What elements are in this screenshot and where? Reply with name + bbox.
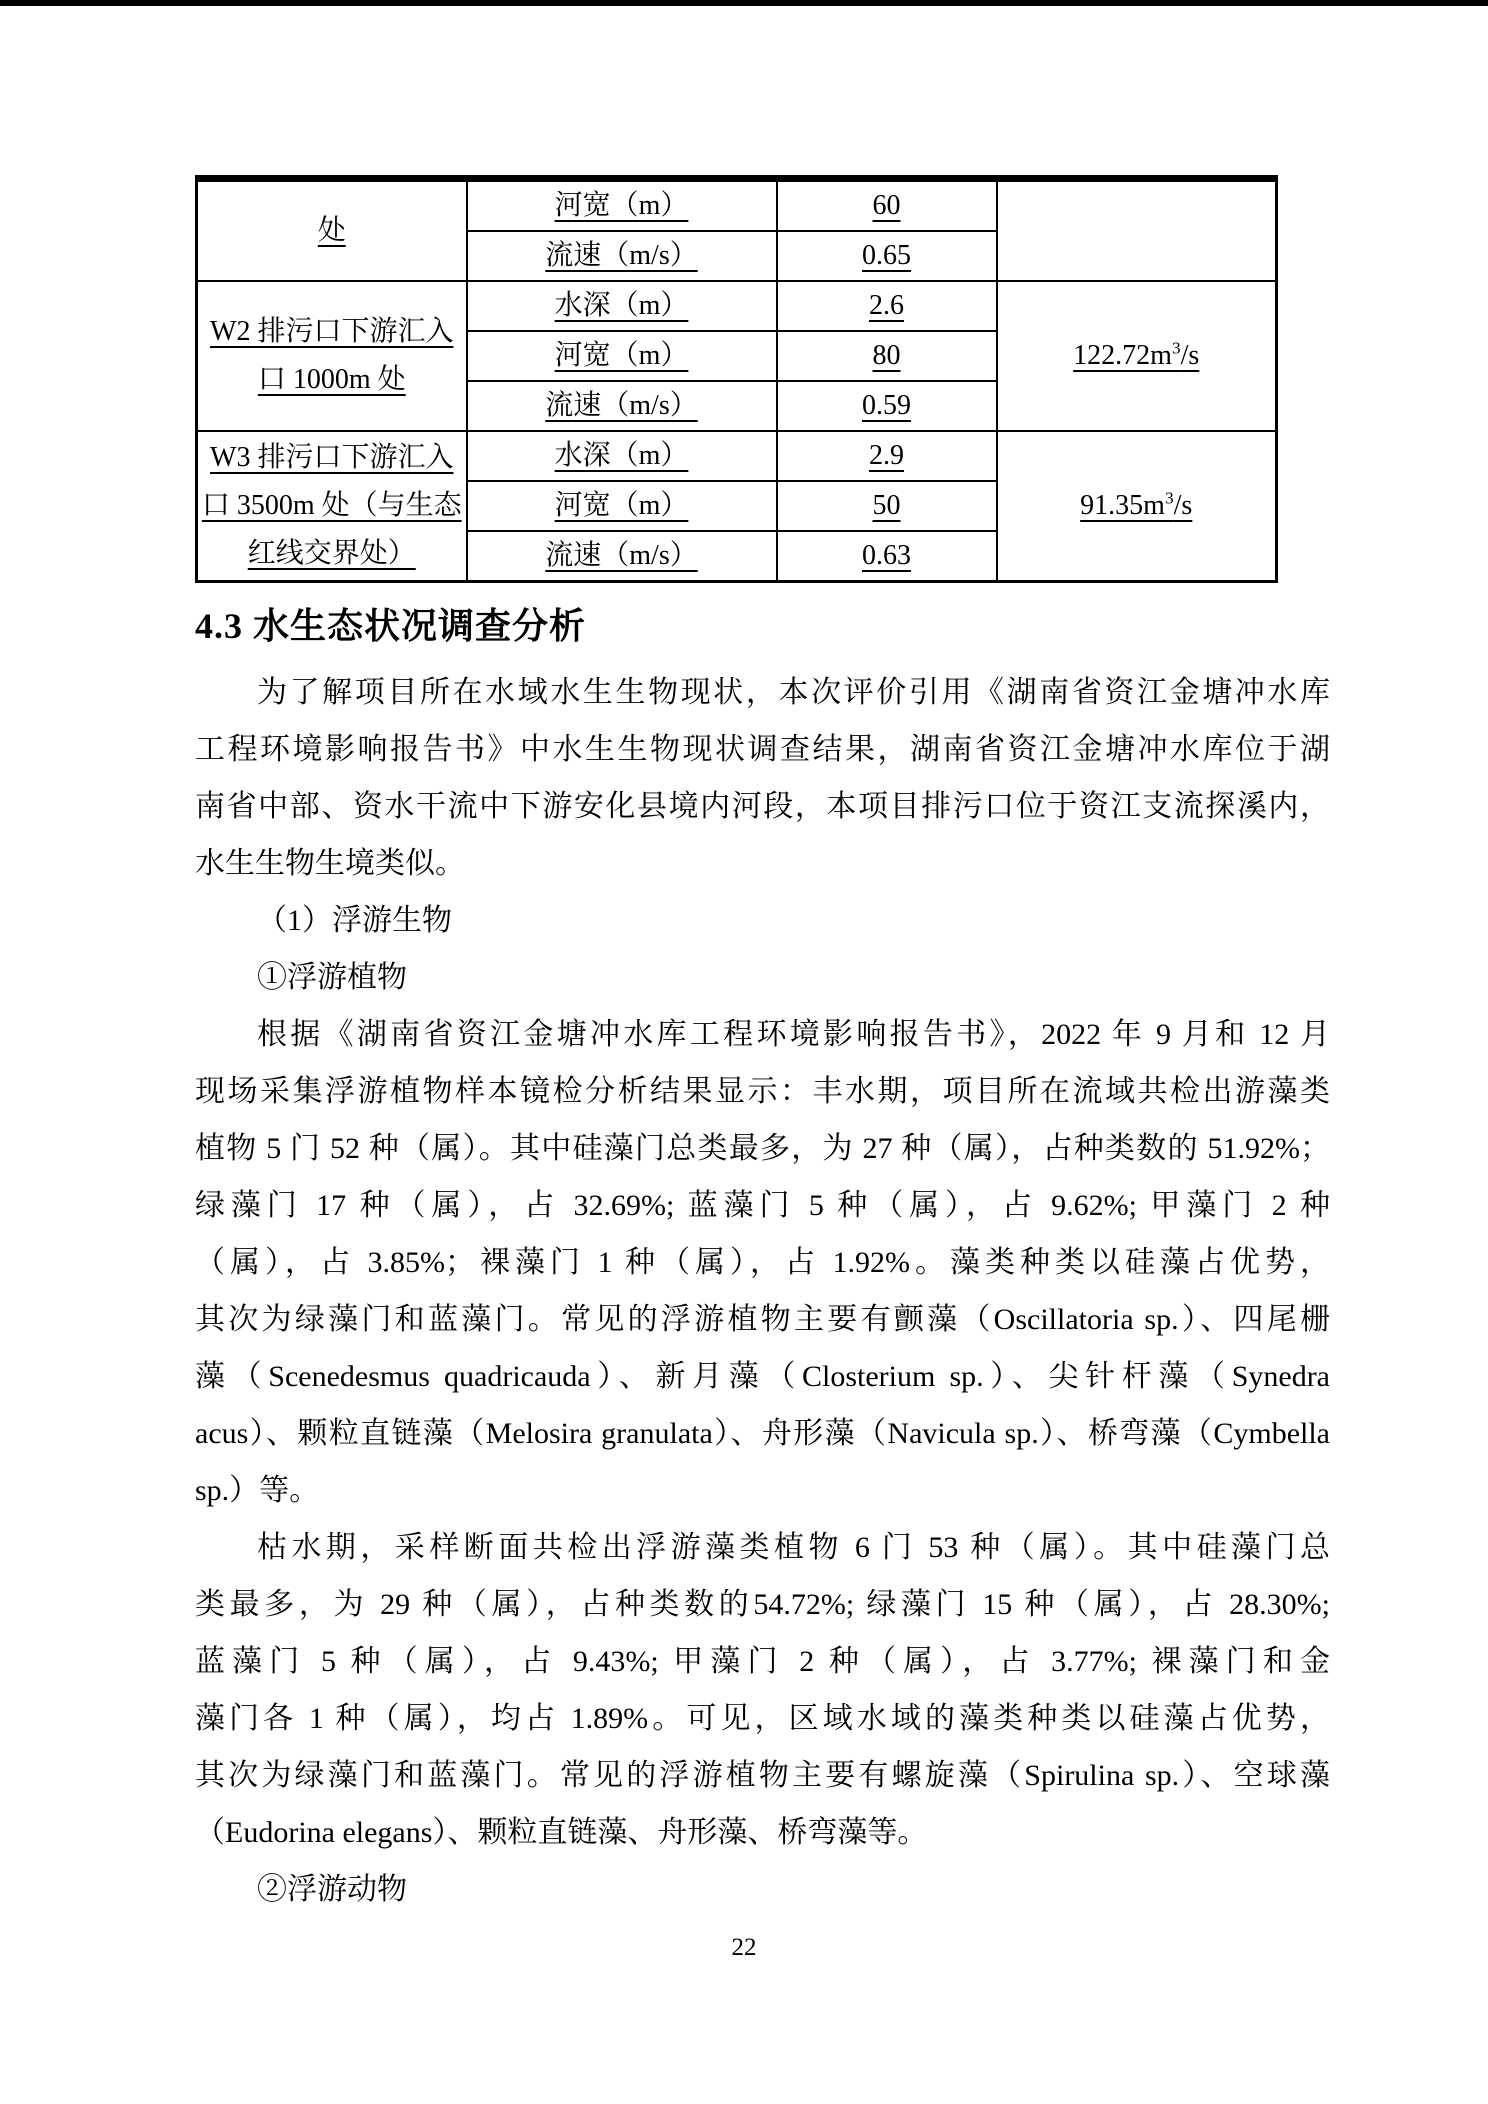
location-line: 口 1000m 处 <box>257 364 406 395</box>
body-line: 为了解项目所在水域水生生物现状，本次评价引用《湖南省资江金塘冲水库 <box>257 676 1330 709</box>
location-line: W3 排污口下游汇入 <box>210 442 454 473</box>
table-cell-param <box>467 281 777 331</box>
body-line: 类最多，为 29 种（属），占种类数的54.72%; 绿藻门 15 种（属），占 28.30%; <box>195 1588 1330 1621</box>
table-cell-param <box>467 531 777 582</box>
flow-value: $91.35m^3/s$ <box>1080 488 1193 521</box>
body-line: （1）浮游生物 <box>257 904 452 937</box>
body-line: 藻（Scenedesmus quadricauda）、新月藻（Closterium sp.）、尖针杆藻（Synedra <box>195 1360 1330 1393</box>
body-line: 其次为绿藻门和蓝藻门。常见的浮游植物主要有螺旋藻（Spirulina sp.）、空球藻 <box>195 1759 1330 1792</box>
param-value: 60 <box>872 190 901 221</box>
param-value: 50 <box>872 490 901 521</box>
param-value: 2.6 <box>869 290 904 321</box>
body-line: 南省中部、资水干流中下游安化县境内河段，本项目排污口位于资江支流探溪内， <box>195 790 1330 823</box>
table-cell-param <box>467 231 777 281</box>
body-line: sp.）等。 <box>195 1474 320 1507</box>
param-value: 2.9 <box>869 440 904 471</box>
body-line: （Eudorina elegans）、颗粒直链藻、舟形藻、桥弯藻等。 <box>195 1816 928 1849</box>
param-label: 水深（m） <box>554 290 689 321</box>
superscript: 3 <box>1171 338 1181 358</box>
param-value: 0.65 <box>862 240 911 271</box>
table-cell-flow-w3 <box>997 431 1277 582</box>
body-line: 枯水期，采样断面共检出浮游藻类植物 6 门 53 种（属）。其中硅藻门总 <box>257 1531 1330 1564</box>
location-line: W2 排污口下游汇入 <box>210 316 454 347</box>
table-cell-location-w3 <box>197 431 467 582</box>
hydrology-table <box>195 175 1278 583</box>
location-label: 处 <box>317 215 346 246</box>
section-heading: 4.3 水生态状况调查分析 <box>195 606 587 646</box>
table-cell-location-w2 <box>197 281 467 431</box>
table-cell-param <box>467 381 777 431</box>
param-label: 水深（m） <box>554 440 689 471</box>
body-line: 根据《湖南省资江金塘冲水库工程环境影响报告书》，2022 年 9 月和 12 月 <box>257 1018 1330 1051</box>
body-line: 水生生物生境类似。 <box>195 847 465 880</box>
body-line: acus）、颗粒直链藻（Melosira granulata）、舟形藻（Navicula sp.）、桥弯藻（Cymbella <box>195 1417 1330 1450</box>
table-cell-value <box>777 381 997 431</box>
table-cell-param <box>467 481 777 531</box>
body-line: 其次为绿藻门和蓝藻门。常见的浮游植物主要有颤藻（Oscillatoria sp.）、四尾栅 <box>195 1303 1330 1336</box>
table-cell-value <box>777 231 997 281</box>
table-cell-value <box>777 431 997 481</box>
body-line: ②浮游动物 <box>257 1873 407 1906</box>
param-label: 河宽（m） <box>554 190 689 221</box>
location-line: 红线交界处） <box>247 538 416 569</box>
page-content <box>195 0 1330 1918</box>
table-row <box>197 431 1277 481</box>
param-value: 0.59 <box>862 390 911 421</box>
body-line: 工程环境影响报告书》中水生生物现状调查结果，湖南省资江金塘冲水库位于湖 <box>195 733 1330 766</box>
body-line: 绿藻门 17 种（属），占 32.69%; 蓝藻门 5 种（属），占 9.62%; 甲藻门 2 种 <box>195 1189 1330 1222</box>
flow-value: $122.72m^3/s$ <box>1073 338 1200 371</box>
table-cell-value <box>777 281 997 331</box>
param-label: 流速（m/s） <box>545 240 698 271</box>
table-cell-param <box>467 431 777 481</box>
param-label: 河宽（m） <box>554 340 689 371</box>
table-cell-value <box>777 531 997 582</box>
table-cell-param <box>467 179 777 232</box>
page-number: 22 <box>731 1934 757 1961</box>
param-label: 河宽（m） <box>554 490 689 521</box>
table-cell-value <box>777 481 997 531</box>
table-cell-value <box>777 179 997 232</box>
table-cell-location-carryover <box>197 179 467 282</box>
superscript: 3 <box>1164 488 1174 508</box>
body-line: 现场采集浮游植物样本镜检分析结果显示：丰水期，项目所在流域共检出游藻类 <box>195 1075 1330 1108</box>
body-line: 藻门各 1 种（属），均占 1.89%。可见，区域水域的藻类种类以硅藻占优势， <box>195 1702 1330 1735</box>
body-line: （属），占 3.85%；裸藻门 1 种（属），占 1.92%。藻类种类以硅藻占优势， <box>195 1246 1330 1279</box>
param-value: 0.63 <box>862 540 911 571</box>
table-cell-param <box>467 331 777 381</box>
table-cell-flow-w2 <box>997 281 1277 431</box>
body-line: 植物 5 门 52 种（属）。其中硅藻门总类最多，为 27 种（属），占种类数的 51.92%； <box>195 1132 1330 1165</box>
location-line: 口 3500m 处（与生态 <box>201 490 462 521</box>
table-row <box>197 281 1277 331</box>
body-line: 蓝藻门 5 种（属），占 9.43%; 甲藻门 2 种（属），占 3.77%; 裸藻门和金 <box>195 1645 1330 1678</box>
body-line: ①浮游植物 <box>257 961 407 994</box>
param-label: 流速（m/s） <box>545 390 698 421</box>
param-value: 80 <box>872 340 901 371</box>
table-cell-flow-carryover <box>997 179 1277 282</box>
param-label: 流速（m/s） <box>545 540 698 571</box>
table-cell-value <box>777 331 997 381</box>
table-row <box>197 179 1277 232</box>
section-body <box>195 664 1330 1918</box>
